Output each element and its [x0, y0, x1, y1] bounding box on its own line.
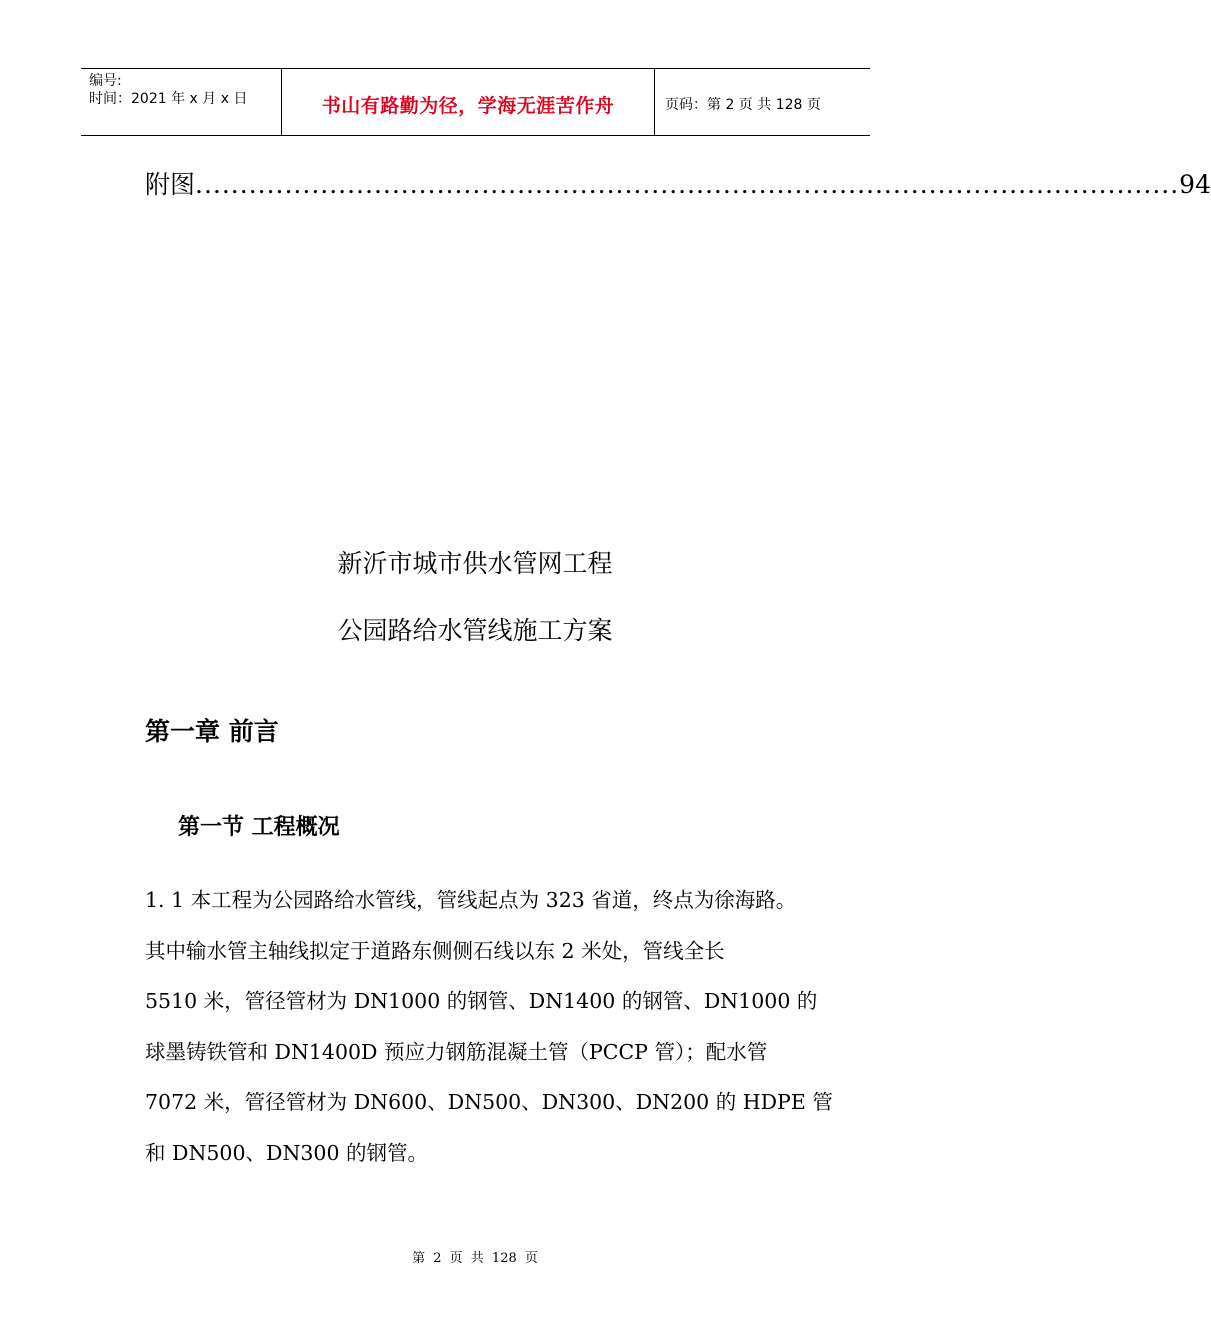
- chapter-heading: 第一章 前言: [145, 717, 279, 746]
- document-title-line1: 新沂市城市供水管网工程: [337, 549, 613, 578]
- page-header: [81, 68, 870, 136]
- overview-paragraph: [145, 875, 833, 1178]
- paragraph-line: 其中输水管主轴线拟定于道路东侧侧石线以东 2 米处，管线全长: [145, 938, 725, 963]
- paragraph-line: 和 DN500、DN300 的钢管。: [145, 1140, 429, 1165]
- number-label: 编号:: [89, 73, 122, 89]
- header-page-info: 页码：第 2 页 共 128 页: [665, 97, 821, 113]
- header-meta-cell: [81, 69, 282, 135]
- toc-entry-page: 94: [1179, 170, 1211, 199]
- section-heading: 第一节 工程概况: [178, 815, 340, 840]
- paragraph-line: 1. 1 本工程为公园路给水管线，管线起点为 323 省道，终点为徐海路。: [145, 888, 797, 912]
- toc-entry-title: 附图: [145, 170, 196, 199]
- paragraph-line: 7072 米，管径管材为 DN600、DN500、DN300、DN200 的 HDPE 管: [145, 1090, 833, 1114]
- page-footer: 第 2 页 共 128 页: [412, 1251, 538, 1266]
- paragraph-line: 球墨铸铁管和 DN1400D 预应力钢筋混凝土管（PCCP 管）；配水管: [145, 1039, 768, 1064]
- toc-entry[interactable]: [145, 166, 1211, 204]
- paragraph-line: 5510 米，管径管材为 DN1000 的钢管、DN1400 的钢管、DN1000 的: [145, 989, 818, 1013]
- toc-leader-dots: ..............................................................................................................: [195, 170, 1180, 199]
- document-title-line2: 公园路给水管线施工方案: [337, 616, 613, 645]
- header-motto: 书山有路勤为径，学海无涯苦作舟: [282, 69, 655, 135]
- time-label: 时间：2021 年 x 月 x 日: [89, 91, 248, 107]
